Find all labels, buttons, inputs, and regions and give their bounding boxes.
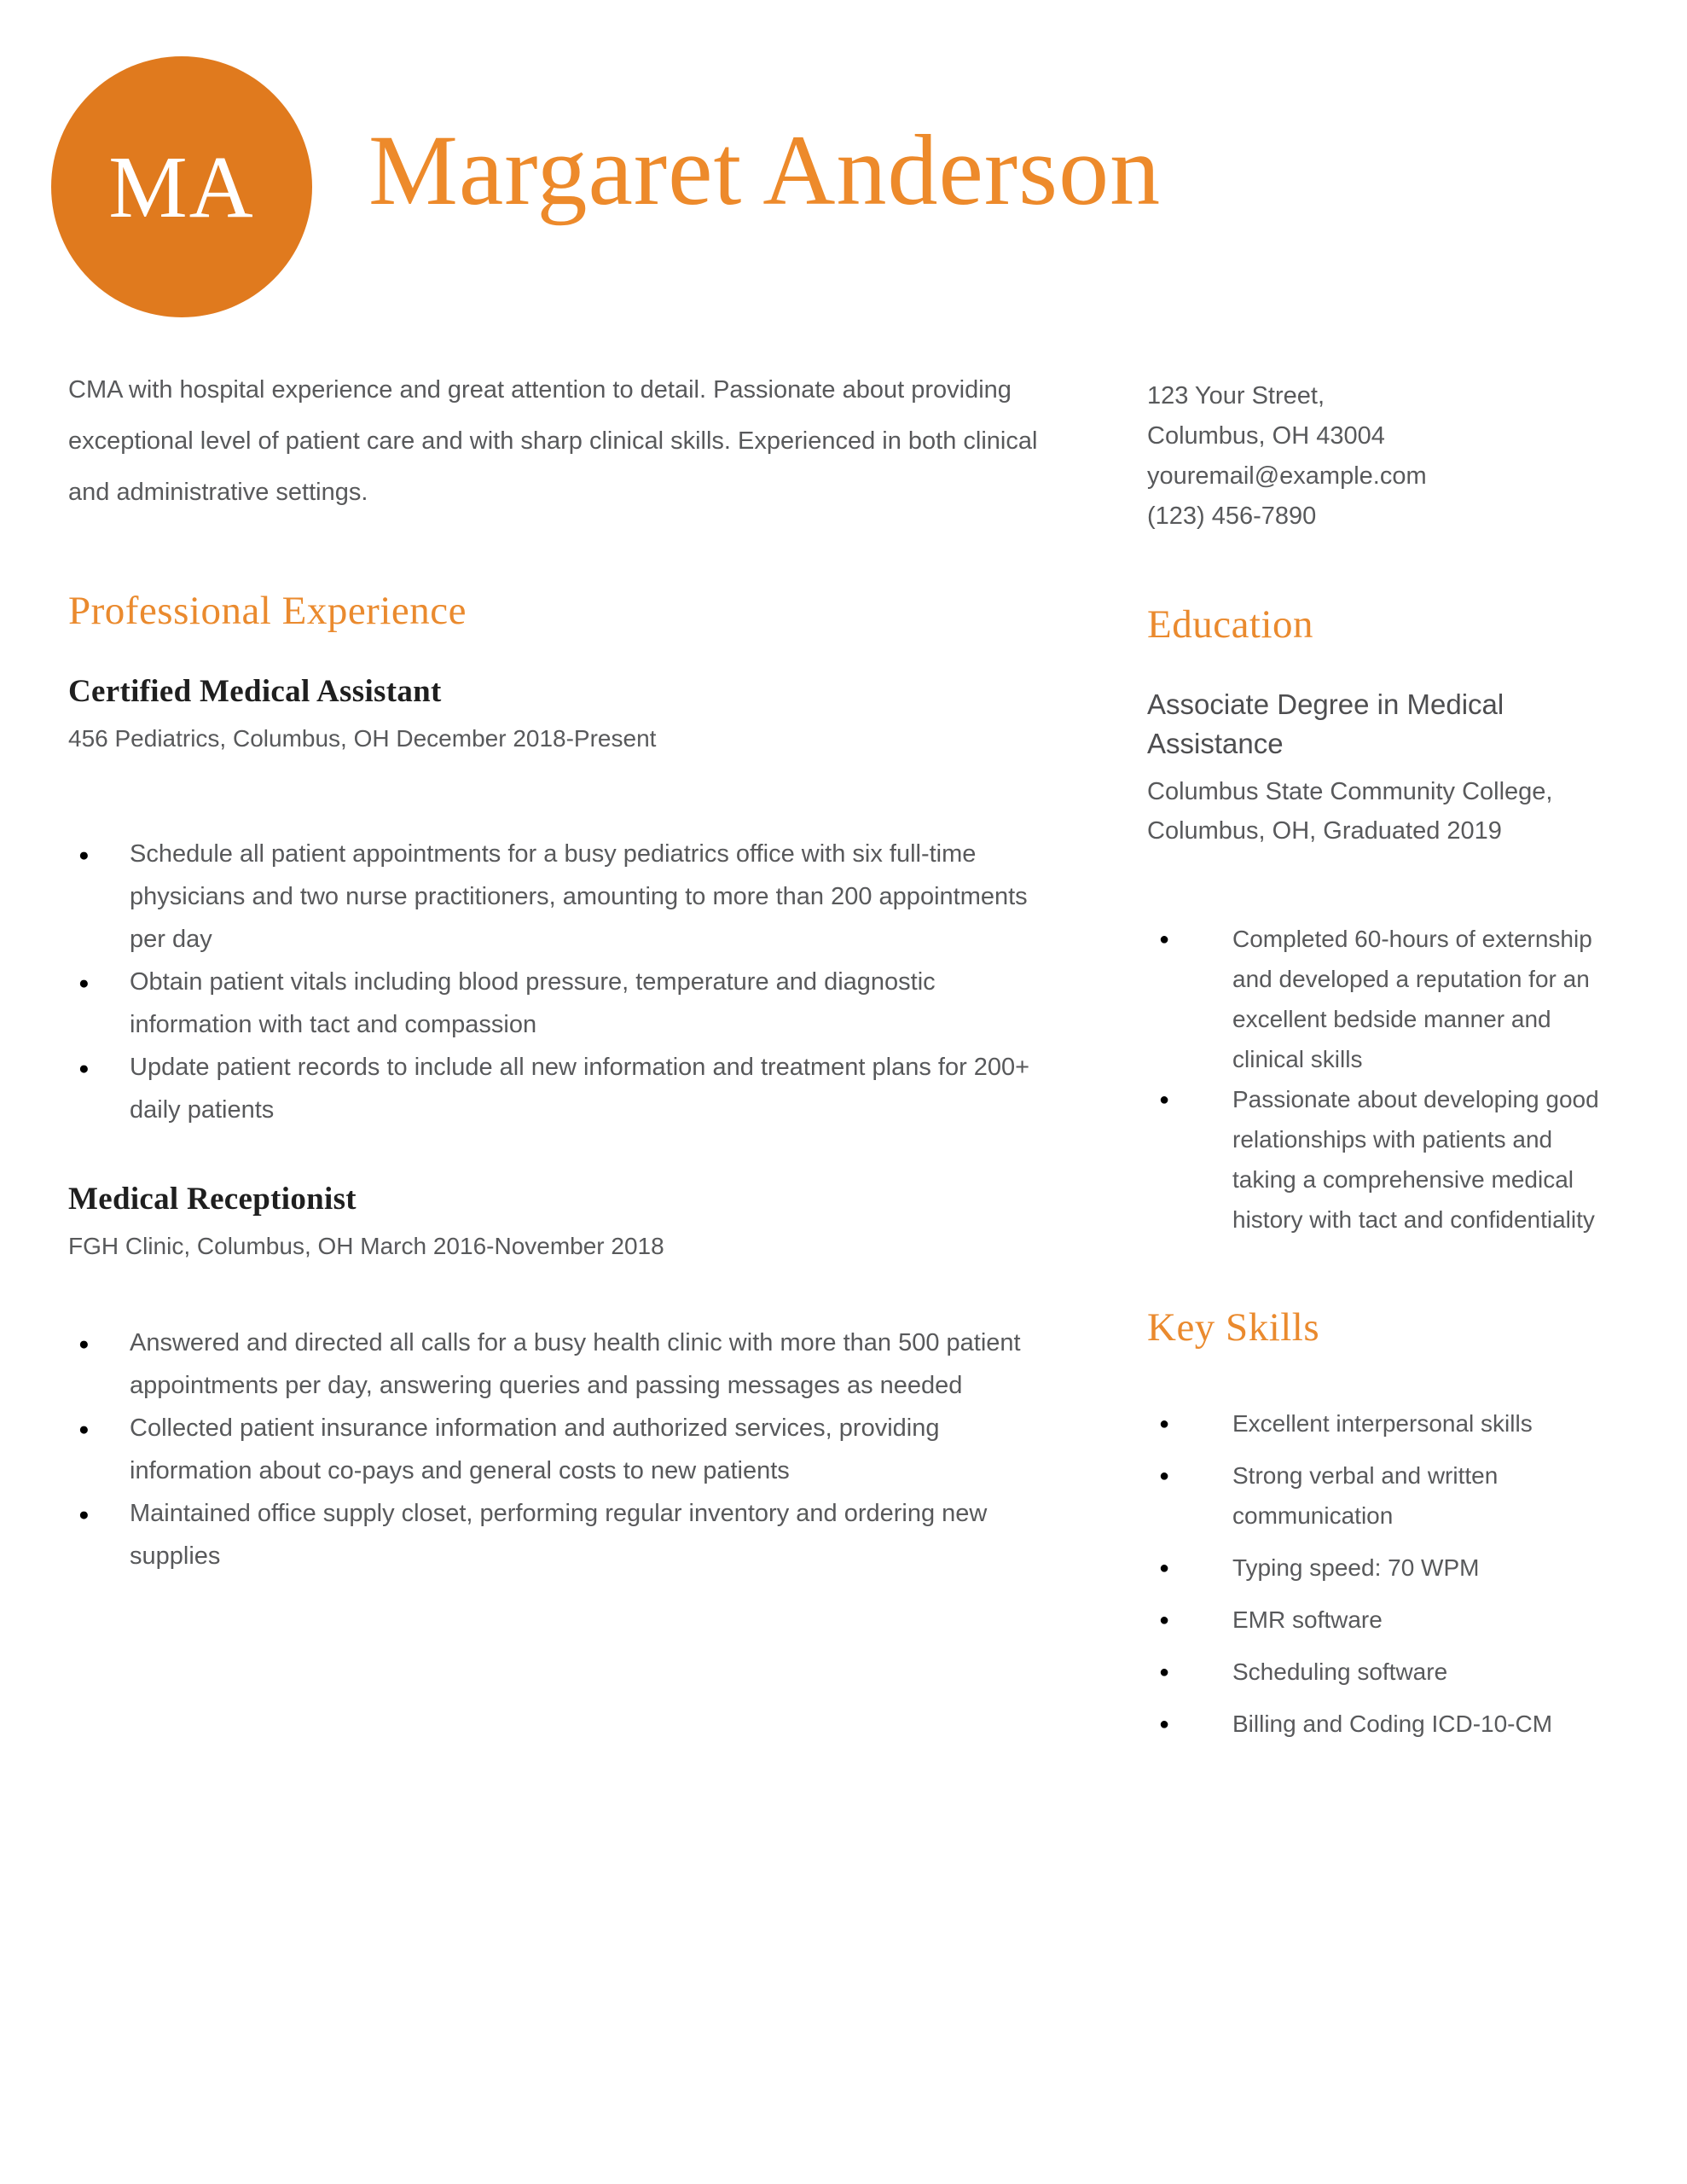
job-bullet: ● Schedule all patient appointments for a busy pediatrics office with six full-time physicians and two nurse practitioners, amounting to more than 200 appointments per day [68, 833, 1062, 961]
education-bullet: ● Passionate about developing good relationships with patients and taking a comprehensive medical history with tact and confidentiality [1147, 1079, 1616, 1240]
job-title: Medical Receptionist [68, 1182, 357, 1217]
education-degree: Associate Degree in Medical Assistance [1147, 688, 1504, 759]
skills-list [1147, 1403, 1616, 1744]
education-school: Columbus State Community College, Columbus, OH, Graduated 2019 [1147, 778, 1553, 845]
avatar-initials: MA [108, 137, 255, 236]
contact-email: youremail@example.com [1147, 462, 1427, 490]
job-bullet: ● Update patient records to include all new information and treatment plans for 200+ daily patients [68, 1046, 1062, 1131]
job-meta: 456 Pediatrics, Columbus, OH December 2018-Present [68, 725, 657, 752]
job-meta: FGH Clinic, Columbus, OH March 2016-November 2018 [68, 1233, 664, 1259]
skill-item: ● EMR software [1147, 1600, 1616, 1640]
job-bullet: ● Collected patient insurance information and authorized services, providing information about co-pays and general costs to new patients [68, 1407, 1062, 1492]
job-entry-2 [68, 1181, 1062, 1577]
job-title: Certified Medical Assistant [68, 674, 442, 709]
education-bullet: ● Completed 60-hours of externship and developed a reputation for an excellent bedside manner and clinical skills [1147, 919, 1616, 1079]
avatar [51, 56, 312, 317]
page-title: Margaret Anderson [368, 114, 1162, 226]
resume-header [0, 0, 1687, 317]
job-bullet-list [68, 1321, 1062, 1577]
skill-item: ● Excellent interpersonal skills [1147, 1403, 1616, 1443]
section-heading-skills: Key Skills [1147, 1305, 1320, 1350]
job-bullet-list [68, 833, 1062, 1131]
skill-item: ● Typing speed: 70 WPM [1147, 1548, 1616, 1588]
summary-text: CMA with hospital experience and great attention to detail. Passionate about providing exceptional level of patient care and with sharp clinical skills. Experienced in both clinical and administrative settings. [68, 376, 1038, 506]
skill-item: ● Billing and Coding ICD-10-CM [1147, 1704, 1616, 1744]
education-bullet-list [1147, 919, 1616, 1240]
contact-phone: (123) 456-7890 [1147, 502, 1317, 530]
main-column [68, 364, 1062, 1756]
job-bullet: ● Maintained office supply closet, performing regular inventory and ordering new supplies [68, 1492, 1062, 1577]
section-heading-experience: Professional Experience [68, 589, 467, 633]
resume-body [0, 364, 1687, 1756]
skill-item: ● Strong verbal and written communication [1147, 1455, 1616, 1536]
side-column [1147, 364, 1616, 1756]
contact-block [1147, 376, 1616, 537]
job-bullet: ● Obtain patient vitals including blood pressure, temperature and diagnostic information with tact and compassion [68, 961, 1062, 1046]
section-heading-education: Education [1147, 602, 1314, 647]
skill-item: ● Scheduling software [1147, 1652, 1616, 1692]
contact-city: Columbus, OH 43004 [1147, 422, 1385, 450]
job-bullet: ● Answered and directed all calls for a busy health clinic with more than 500 patient appointments per day, answering queries and passing messages as needed [68, 1321, 1062, 1407]
job-entry-1 [68, 673, 1062, 1131]
contact-street: 123 Your Street, [1147, 382, 1325, 410]
